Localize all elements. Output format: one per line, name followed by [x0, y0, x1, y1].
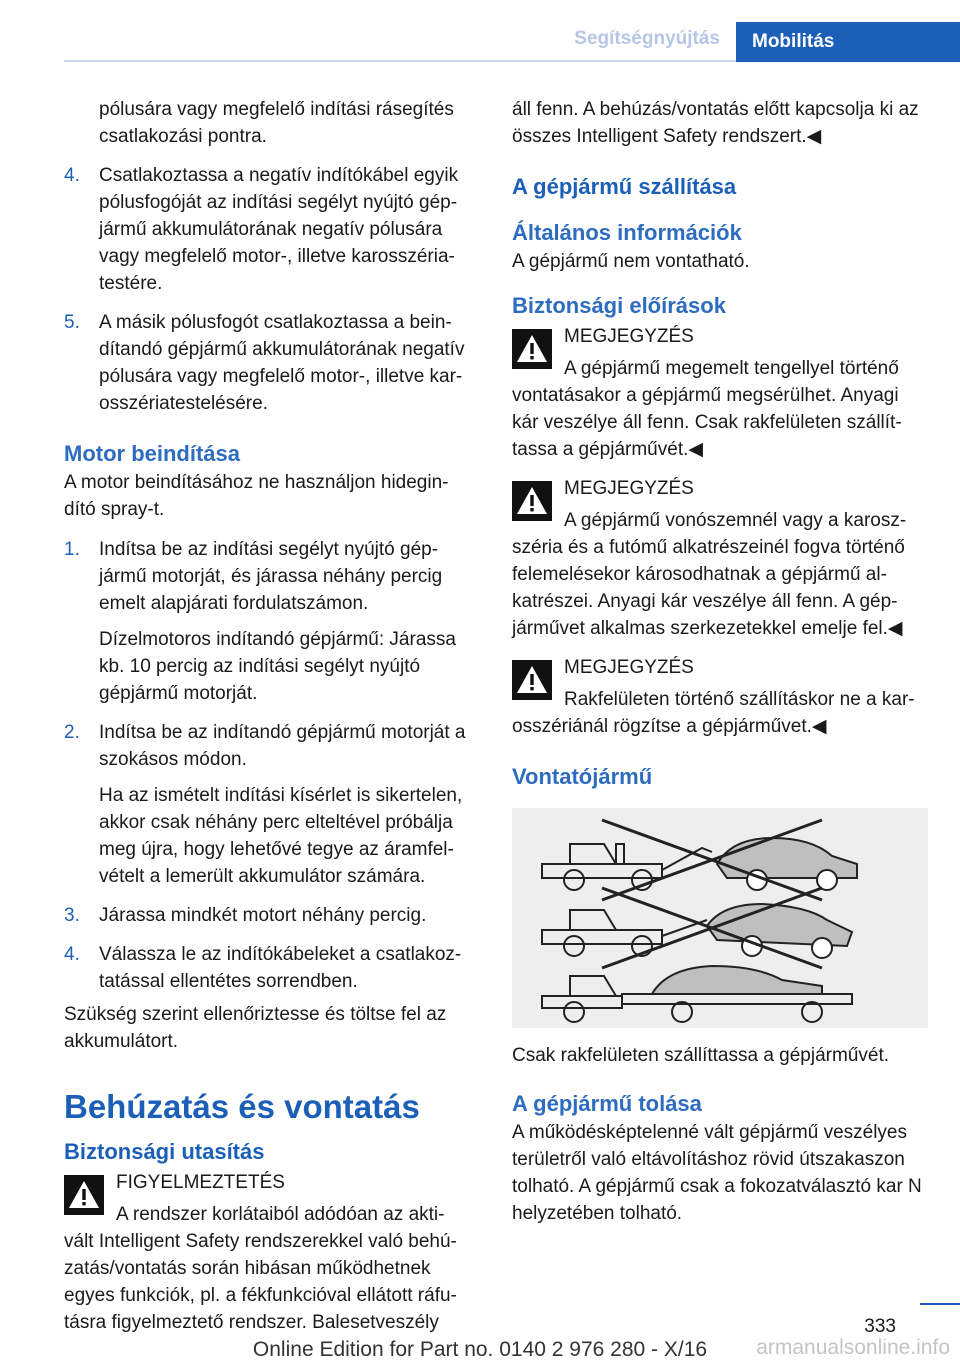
- continued-list-text: [64, 96, 479, 150]
- after-list-text: Szükség szerint ellenőriztesse és töltse fel az akkumulátort.: [64, 1004, 447, 1052]
- warning-triangle-icon: [512, 481, 552, 521]
- section-heading-tow-vehicle: Vontatójármű: [512, 764, 653, 789]
- header-chapter-tab: Mobilitás: [736, 22, 960, 62]
- section-heading-general: Általános információk: [512, 220, 742, 245]
- list-item-number: 3.: [64, 905, 80, 926]
- list-item-number: 5.: [64, 312, 80, 333]
- notice-block: [512, 654, 927, 740]
- list-item-number: 1.: [64, 539, 80, 560]
- notice-caption: MEGJEGYZÉS: [564, 657, 694, 678]
- main-heading: Behúzatás és vontatás: [64, 1088, 420, 1125]
- notice-caption: MEGJEGYZÉS: [564, 478, 694, 499]
- list-item-number: 4.: [64, 944, 80, 965]
- right-column: [512, 96, 927, 1227]
- continued-text: áll fenn. A behúzás/vontatás előtt kapcsolja ki az összes Intelligent Safety rendszert.◀: [512, 99, 919, 147]
- warning-block: [64, 1169, 479, 1336]
- list-item-text: Csatlakoztassa a negatív indítókábel egyik pólusfogóját az indítási segélyt nyújtó gép-jármű akkumulátorának negatív pólusára vagy megfelelő motor-, illetve karosszéria-testére.: [99, 165, 459, 294]
- warning-triangle-icon: [512, 329, 552, 369]
- section-heading-rules: Biztonsági előírások: [512, 293, 726, 318]
- footer-rule: [920, 1303, 960, 1305]
- header-section-label: Segítségnyújtás: [574, 28, 720, 49]
- pushing-text: A működésképtelenné vált gépjármű veszélyes területről való eltávolításhoz rövid útszakaszon tolható. A gépjármű csak a fokozatválasztó kar N helyzetében tolható.: [512, 1122, 922, 1224]
- warning-triangle-icon: [64, 1175, 104, 1215]
- warning-text-first: A rendszer korlátaiból adódóan az akti-: [116, 1204, 445, 1225]
- warning-triangle-icon: [512, 660, 552, 700]
- notice-block: [512, 323, 927, 463]
- notice-text-first: A gépjármű vonószemnél vagy a karosz-: [564, 510, 907, 531]
- motor-intro-text: A motor beindításához ne használjon hidegin-dító spray-t.: [64, 472, 449, 520]
- tow-truck-raised-front-image: [542, 904, 852, 958]
- list-item-number: 2.: [64, 722, 80, 743]
- section-heading-pushing: A gépjármű tolása: [512, 1091, 702, 1116]
- warning-text: vált Intelligent Safety rendszerekkel való behú-zatás/vontatás során hibásan működhetnek egyes funkciók, pl. a fékfunkcióval ellátott ráfu-tásra figyelmeztető rendszer. Balesetveszély: [64, 1231, 457, 1333]
- edition-footer: Online Edition for Part no. 0140 2 976 280 - X/16: [252, 1338, 708, 1361]
- notice-text: széria és a futómű alkatrészeinél fogva történő felemelésekor károsodhatnak a gépjármű al-katrészei. Anyagi kár veszélye áll fenn. A gép-járművet alkalmas szerkezetekkel emelje fel.◀: [512, 537, 905, 639]
- notice-block: [512, 475, 927, 642]
- list-item: [64, 162, 479, 297]
- notice-text-first: A gépjármű megemelt tengellyel történő: [564, 358, 899, 379]
- section-heading-transport: A gépjármű szállítása: [512, 174, 737, 199]
- section-heading-safety: Biztonsági utasítás: [64, 1139, 265, 1164]
- list-item: [64, 536, 479, 707]
- list-item-text: Indítsa be az indítandó gépjármű motorját a szokásos módon.: [99, 722, 466, 770]
- list-item: [64, 309, 479, 417]
- list-item-text: Indítsa be az indítási segélyt nyújtó gép-jármű motorját, és járassa néhány percig emelt alapjárati fordulatszámon.: [99, 539, 443, 614]
- list-item: [64, 902, 479, 929]
- list-item-note: Ha az ismételt indítási kísérlet is sikertelen, akkor csak néhány perc elteltével próbálja meg újra, hogy lehetővé tegye az áramfel-vételt a lemerült akkumulátor számára.: [99, 785, 463, 887]
- left-column: [64, 96, 479, 1348]
- list-item-number: 4.: [64, 165, 80, 186]
- general-text: A gépjármű nem vontatható.: [512, 251, 750, 272]
- illustration-caption: Csak rakfelületen szállíttassa a gépjárművét.: [512, 1045, 890, 1066]
- list-item-text: Járassa mindkét motort néhány percig.: [99, 905, 427, 926]
- list-item-text: pólusára vagy megfelelő indítási rásegítés csatlakozási pontra.: [99, 99, 454, 147]
- notice-text: vontatásakor a gépjármű megsérülhet. Anyagi kár veszélye áll fenn. Csak rakfelületen szállít-tassa a gépjárművét.◀: [512, 385, 902, 460]
- towing-illustration: [512, 808, 928, 1028]
- list-item: [64, 941, 479, 995]
- watermark: armanualsonline.info: [756, 1336, 950, 1359]
- list-item-text: A másik pólusfogót csatlakoztassa a bein-dítandó gépjármű akkumulátorának negatív pólusára vagy megfelelő motor-, illetve kar-osszériatestelésére.: [99, 312, 465, 414]
- section-heading-motor: Motor beindítása: [64, 441, 241, 466]
- notice-caption: MEGJEGYZÉS: [564, 326, 694, 347]
- warning-caption: FIGYELMEZTETÉS: [116, 1172, 285, 1193]
- page-number: 333: [864, 1316, 896, 1337]
- list-item-note: Dízelmotoros indítandó gépjármű: Járassa kb. 10 percig az indítási segélyt nyújtó gépjármű motorját.: [99, 629, 456, 704]
- notice-text-first: Rakfelületen történő szállításkor ne a kar-: [564, 689, 915, 710]
- notice-text: osszériánál rögzítse a gépjárművet.◀: [512, 716, 827, 737]
- flatbed-truck-image: [542, 966, 852, 1022]
- list-item: [64, 719, 479, 890]
- page-header: [64, 22, 960, 62]
- list-item-text: Válassza le az indítókábeleket a csatlakoz-tatással ellentétes sorrendben.: [99, 944, 462, 992]
